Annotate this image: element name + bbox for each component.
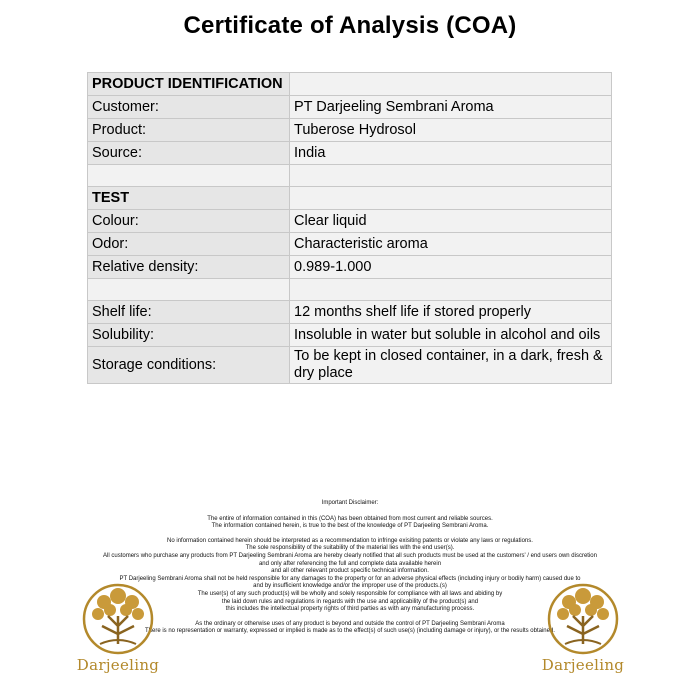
section-header-row xyxy=(88,73,612,96)
row-value: Insoluble in water but soluble in alcohol and oils xyxy=(290,324,612,347)
tree-of-life-icon xyxy=(80,582,156,656)
spacer-row xyxy=(88,165,612,187)
row-label: Solubility: xyxy=(88,324,290,347)
row-label: Storage conditions: xyxy=(88,347,290,384)
row-value: Characteristic aroma xyxy=(290,233,612,256)
row-label xyxy=(88,165,290,187)
darjeeling-logo-right xyxy=(541,582,625,682)
disclaimer-line: PT Darjeeling Sembrani Aroma shall not be held responsible for any damages to the property or for an adverse physical effects (including injury or bodily harm) caused due to xyxy=(119,575,581,582)
disclaimer-heading: Important Disclaimer: xyxy=(321,500,379,506)
table-row xyxy=(88,347,612,384)
row-value xyxy=(290,279,612,301)
disclaimer-line: All customers who purchase any products from PT Darjeeling Sembrani Aroma are hereby clearly notified that all such products must be used at the customers' / end users own discretion xyxy=(103,552,597,559)
table-row xyxy=(88,324,612,347)
row-label: Product: xyxy=(88,119,290,142)
disclaimer-line: The entire of information contained in this (COA) has been obtained from most current and reliable sources. xyxy=(207,515,493,522)
row-value xyxy=(290,73,612,96)
spacer-row xyxy=(88,279,612,301)
disclaimer-line: As the ordinary or otherwise uses of any product is beyond and outside the control of PT Darjeeling Sembrani Aroma xyxy=(195,620,505,627)
table-row xyxy=(88,256,612,279)
row-value: Clear liquid xyxy=(290,210,612,233)
row-value: 0.989-1.000 xyxy=(290,256,612,279)
disclaimer-line: The sole responsibility of the suitability of the material lies with the end user(s). xyxy=(245,545,455,552)
table-row xyxy=(88,301,612,324)
disclaimer-line: the laid down rules and regulations in regards with the use and applicability of the product(s) and xyxy=(221,598,479,605)
logo-text: Darjeeling xyxy=(76,656,160,674)
row-value: To be kept in closed container, in a dark, fresh & dry place xyxy=(290,347,612,384)
table-row xyxy=(88,119,612,142)
row-value xyxy=(290,187,612,210)
disclaimer-line: There is no representation or warranty, expressed or implied is made as to the effect(s) of such use(s) (including damage or injury), or the results obtained. xyxy=(145,628,555,635)
table-row xyxy=(88,96,612,119)
disclaimer-line: this includes the intellectual property rights of third parties as with any manufacturing process. xyxy=(225,606,475,613)
table-row xyxy=(88,142,612,165)
darjeeling-logo-left xyxy=(76,582,160,682)
disclaimer-line: and all other relevant product specific technical information. xyxy=(271,568,429,575)
section-header-row xyxy=(88,187,612,210)
disclaimer-paragraph-2 xyxy=(80,538,620,614)
disclaimer-paragraph-1 xyxy=(80,516,620,531)
row-label: Odor: xyxy=(88,233,290,256)
disclaimer-line: and only after referencing the full and complete data available herein xyxy=(258,560,442,567)
row-label: Customer: xyxy=(88,96,290,119)
disclaimer-line: The user(s) of any such product(s) will be wholly and solely responsible for compliance with all laws and abiding by xyxy=(197,590,503,597)
disclaimer-line: The information contained herein, is true to the best of the knowledge of PT Darjeeling Sembrani Aroma. xyxy=(211,523,489,530)
row-label: Source: xyxy=(88,142,290,165)
row-value: India xyxy=(290,142,612,165)
row-label xyxy=(88,279,290,301)
row-value: PT Darjeeling Sembrani Aroma xyxy=(290,96,612,119)
logo-text: Darjeeling xyxy=(541,656,625,674)
row-label: PRODUCT IDENTIFICATION xyxy=(88,73,290,96)
row-label: Relative density: xyxy=(88,256,290,279)
row-value: 12 months shelf life if stored properly xyxy=(290,301,612,324)
disclaimer-line: and by insufficient knowledge and/or the improper use of the products.(s) xyxy=(253,583,447,590)
row-label: Colour: xyxy=(88,210,290,233)
row-value: Tuberose Hydrosol xyxy=(290,119,612,142)
table-row xyxy=(88,233,612,256)
disclaimer-paragraph-3 xyxy=(80,621,620,636)
row-label: Shelf life: xyxy=(88,301,290,324)
disclaimer-line: No information contained herein should be interpreted as a recommendation to infringe exisiting patents or violate any laws or regulations. xyxy=(167,537,533,544)
tree-of-life-icon xyxy=(545,582,621,656)
row-value xyxy=(290,165,612,187)
page-title: Certificate of Analysis (COA) xyxy=(183,12,517,39)
disclaimer xyxy=(80,500,620,636)
table-row xyxy=(88,210,612,233)
coa-table xyxy=(87,72,612,384)
row-label: TEST xyxy=(88,187,290,210)
